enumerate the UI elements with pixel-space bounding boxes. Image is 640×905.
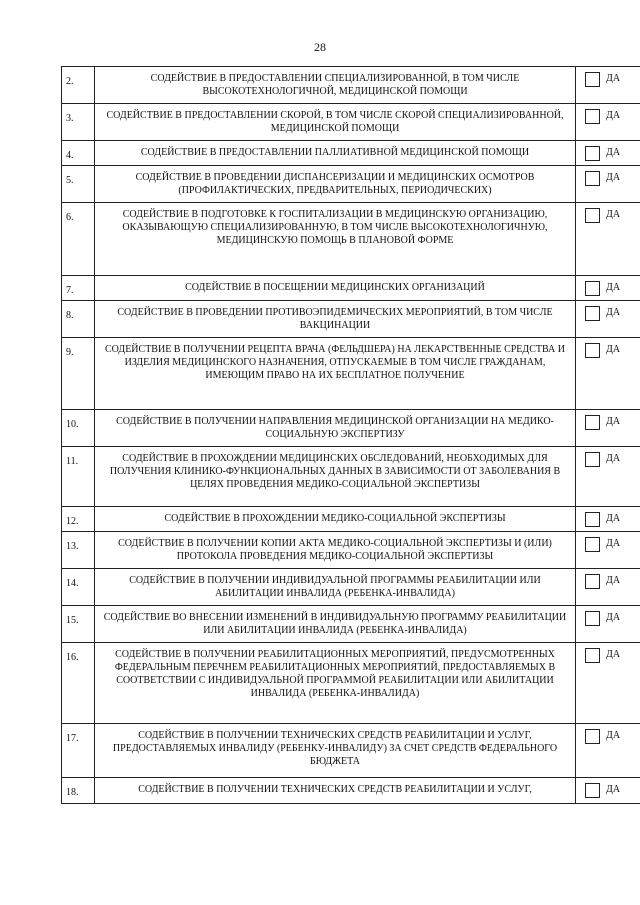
table-row (62, 532, 640, 569)
table-row (62, 166, 640, 203)
yes-checkbox-cell (576, 141, 640, 166)
yes-checkbox-cell (576, 410, 640, 447)
service-description: СОДЕЙСТВИЕ В ПОСЕЩЕНИИ МЕДИЦИНСКИХ ОРГАНИЗАЦИЙ (95, 276, 576, 301)
table-row (62, 141, 640, 166)
table-row (62, 724, 640, 778)
yes-checkbox-cell (576, 67, 640, 104)
service-description: СОДЕЙСТВИЕ В ПРЕДОСТАВЛЕНИИ ПАЛЛИАТИВНОЙ МЕДИЦИНСКОЙ ПОМОЩИ (95, 141, 576, 166)
table-row (62, 410, 640, 447)
table-row (62, 203, 640, 276)
table-row (62, 301, 640, 338)
yes-checkbox-label: ДА (606, 147, 621, 158)
row-number: 17. (62, 724, 95, 778)
service-description: СОДЕЙСТВИЕ В ПОДГОТОВКЕ К ГОСПИТАЛИЗАЦИИ В МЕДИЦИНСКУЮ ОРГАНИЗАЦИЮ, ОКАЗЫВАЮЩУЮ СПЕЦИАЛИЗИРОВАННУЮ, В ТОМ ЧИСЛЕ ВЫСОКОТЕХНОЛОГИЧНУЮ, МЕДИЦИНСКУЮ ПОМОЩЬ В ПЛАНОВОЙ ФОРМЕ (95, 203, 576, 276)
service-description: СОДЕЙСТВИЕ В ПРОХОЖДЕНИИ МЕДИКО-СОЦИАЛЬНОЙ ЭКСПЕРТИЗЫ (95, 507, 576, 532)
table-row (62, 67, 640, 104)
yes-checkbox-cell (576, 643, 640, 724)
yes-checkbox-label: ДА (606, 416, 621, 427)
yes-checkbox[interactable] (585, 343, 600, 358)
table-row (62, 338, 640, 410)
yes-checkbox-label: ДА (606, 110, 621, 121)
services-table-body (62, 67, 640, 804)
table-row (62, 606, 640, 643)
yes-checkbox[interactable] (585, 574, 600, 589)
yes-checkbox-label: ДА (606, 612, 621, 623)
yes-checkbox[interactable] (585, 171, 600, 186)
row-number: 10. (62, 410, 95, 447)
yes-checkbox[interactable] (585, 72, 600, 87)
row-number: 13. (62, 532, 95, 569)
service-description: СОДЕЙСТВИЕ В ПОЛУЧЕНИИ ТЕХНИЧЕСКИХ СРЕДСТВ РЕАБИЛИТАЦИИ И УСЛУГ, (95, 778, 576, 804)
table-row (62, 778, 640, 804)
row-number: 5. (62, 166, 95, 203)
table-row (62, 276, 640, 301)
row-number: 3. (62, 104, 95, 141)
yes-checkbox[interactable] (585, 452, 600, 467)
yes-checkbox[interactable] (585, 537, 600, 552)
yes-checkbox-label: ДА (606, 344, 621, 355)
yes-checkbox[interactable] (585, 729, 600, 744)
yes-checkbox-cell (576, 104, 640, 141)
row-number: 9. (62, 338, 95, 410)
row-number: 12. (62, 507, 95, 532)
yes-checkbox-cell (576, 532, 640, 569)
yes-checkbox-cell (576, 276, 640, 301)
service-description: СОДЕЙСТВИЕ ВО ВНЕСЕНИИ ИЗМЕНЕНИЙ В ИНДИВИДУАЛЬНУЮ ПРОГРАММУ РЕАБИЛИТАЦИИ ИЛИ АБИЛИТАЦИИ ИНВАЛИДА (РЕБЕНКА-ИНВАЛИДА) (95, 606, 576, 643)
service-description: СОДЕЙСТВИЕ В ПРЕДОСТАВЛЕНИИ СПЕЦИАЛИЗИРОВАННОЙ, В ТОМ ЧИСЛЕ ВЫСОКОТЕХНОЛОГИЧНОЙ, МЕДИЦИНСКОЙ ПОМОЩИ (95, 67, 576, 104)
yes-checkbox-label: ДА (606, 513, 621, 524)
yes-checkbox[interactable] (585, 208, 600, 223)
yes-checkbox-cell (576, 778, 640, 804)
row-number: 7. (62, 276, 95, 301)
yes-checkbox-cell (576, 166, 640, 203)
service-description: СОДЕЙСТВИЕ В ПОЛУЧЕНИИ КОПИИ АКТА МЕДИКО-СОЦИАЛЬНОЙ ЭКСПЕРТИЗЫ И (ИЛИ) ПРОТОКОЛА ПРОВЕДЕНИЯ МЕДИКО-СОЦИАЛЬНОЙ ЭКСПЕРТИЗЫ (95, 532, 576, 569)
yes-checkbox-label: ДА (606, 282, 621, 293)
service-description: СОДЕЙСТВИЕ В ПРОХОЖДЕНИИ МЕДИЦИНСКИХ ОБСЛЕДОВАНИЙ, НЕОБХОДИМЫХ ДЛЯ ПОЛУЧЕНИЯ КЛИНИКО-ФУНКЦИОНАЛЬНЫХ ДАННЫХ В ЗАВИСИМОСТИ ОТ ЗАБОЛЕВАНИЯ В ЦЕЛЯХ ПРОВЕДЕНИЯ МЕДИКО-СОЦИАЛЬНОЙ ЭКСПЕРТИЗЫ (95, 447, 576, 507)
service-description: СОДЕЙСТВИЕ В ПОЛУЧЕНИИ ТЕХНИЧЕСКИХ СРЕДСТВ РЕАБИЛИТАЦИИ И УСЛУГ, ПРЕДОСТАВЛЯЕМЫХ ИНВАЛИДУ (РЕБЕНКУ-ИНВАЛИДУ) ЗА СЧЕТ СРЕДСТВ ФЕДЕРАЛЬНОГО БЮДЖЕТА (95, 724, 576, 778)
service-description: СОДЕЙСТВИЕ В ПОЛУЧЕНИИ РЕАБИЛИТАЦИОННЫХ МЕРОПРИЯТИЙ, ПРЕДУСМОТРЕННЫХ ФЕДЕРАЛЬНЫМ ПЕРЕЧНЕМ РЕАБИЛИТАЦИОННЫХ МЕРОПРИЯТИЙ, ПРЕДОСТАВЛЯЕМЫХ В СООТВЕТСТВИИ С ИНДИВИДУАЛЬНОЙ ПРОГРАММОЙ РЕАБИЛИТАЦИИ ИЛИ АБИЛИТАЦИИ ИНВАЛИДА (РЕБЕНКА-ИНВАЛИДА) (95, 643, 576, 724)
yes-checkbox-label: ДА (606, 172, 621, 183)
service-description: СОДЕЙСТВИЕ В ПОЛУЧЕНИИ ИНДИВИДУАЛЬНОЙ ПРОГРАММЫ РЕАБИЛИТАЦИИ ИЛИ АБИЛИТАЦИИ ИНВАЛИДА (РЕБЕНКА-ИНВАЛИДА) (95, 569, 576, 606)
yes-checkbox-label: ДА (606, 73, 621, 84)
row-number: 4. (62, 141, 95, 166)
yes-checkbox-cell (576, 507, 640, 532)
row-number: 16. (62, 643, 95, 724)
row-number: 8. (62, 301, 95, 338)
row-number: 6. (62, 203, 95, 276)
yes-checkbox-cell (576, 338, 640, 410)
table-row (62, 104, 640, 141)
yes-checkbox[interactable] (585, 512, 600, 527)
row-number: 2. (62, 67, 95, 104)
yes-checkbox[interactable] (585, 648, 600, 663)
yes-checkbox-label: ДА (606, 730, 621, 741)
yes-checkbox[interactable] (585, 611, 600, 626)
services-table (61, 66, 640, 804)
yes-checkbox-cell (576, 301, 640, 338)
yes-checkbox[interactable] (585, 146, 600, 161)
table-row (62, 507, 640, 532)
yes-checkbox[interactable] (585, 281, 600, 296)
yes-checkbox-label: ДА (606, 784, 621, 795)
yes-checkbox[interactable] (585, 415, 600, 430)
row-number: 11. (62, 447, 95, 507)
yes-checkbox-cell (576, 606, 640, 643)
service-description: СОДЕЙСТВИЕ В ПОЛУЧЕНИИ РЕЦЕПТА ВРАЧА (ФЕЛЬДШЕРА) НА ЛЕКАРСТВЕННЫЕ СРЕДСТВА И ИЗДЕЛИЯ МЕДИЦИНСКОГО НАЗНАЧЕНИЯ, ОТПУСКАЕМЫЕ В ТОМ ЧИСЛЕ ГРАЖДАНАМ, ИМЕЮЩИМ ПРАВО НА ИХ БЕСПЛАТНОЕ ПОЛУЧЕНИЕ (95, 338, 576, 410)
yes-checkbox-label: ДА (606, 209, 621, 220)
table-row (62, 569, 640, 606)
table-row (62, 447, 640, 507)
yes-checkbox[interactable] (585, 109, 600, 124)
yes-checkbox-label: ДА (606, 453, 621, 464)
yes-checkbox-label: ДА (606, 307, 621, 318)
yes-checkbox[interactable] (585, 306, 600, 321)
service-description: СОДЕЙСТВИЕ В ПОЛУЧЕНИИ НАПРАВЛЕНИЯ МЕДИЦИНСКОЙ ОРГАНИЗАЦИИ НА МЕДИКО-СОЦИАЛЬНУЮ ЭКСПЕРТИЗУ (95, 410, 576, 447)
yes-checkbox[interactable] (585, 783, 600, 798)
service-description: СОДЕЙСТВИЕ В ПРЕДОСТАВЛЕНИИ СКОРОЙ, В ТОМ ЧИСЛЕ СКОРОЙ СПЕЦИАЛИЗИРОВАННОЙ, МЕДИЦИНСКОЙ ПОМОЩИ (95, 104, 576, 141)
yes-checkbox-cell (576, 447, 640, 507)
yes-checkbox-label: ДА (606, 649, 621, 660)
yes-checkbox-label: ДА (606, 575, 621, 586)
service-description: СОДЕЙСТВИЕ В ПРОВЕДЕНИИ ДИСПАНСЕРИЗАЦИИ И МЕДИЦИНСКИХ ОСМОТРОВ (ПРОФИЛАКТИЧЕСКИХ, ПРЕДВАРИТЕЛЬНЫХ, ПЕРИОДИЧЕСКИХ) (95, 166, 576, 203)
row-number: 18. (62, 778, 95, 804)
yes-checkbox-label: ДА (606, 538, 621, 549)
yes-checkbox-cell (576, 724, 640, 778)
page-number: 28 (314, 40, 326, 54)
yes-checkbox-cell (576, 569, 640, 606)
service-description: СОДЕЙСТВИЕ В ПРОВЕДЕНИИ ПРОТИВОЭПИДЕМИЧЕСКИХ МЕРОПРИЯТИЙ, В ТОМ ЧИСЛЕ ВАКЦИНАЦИИ (95, 301, 576, 338)
row-number: 15. (62, 606, 95, 643)
row-number: 14. (62, 569, 95, 606)
table-row (62, 643, 640, 724)
yes-checkbox-cell (576, 203, 640, 276)
